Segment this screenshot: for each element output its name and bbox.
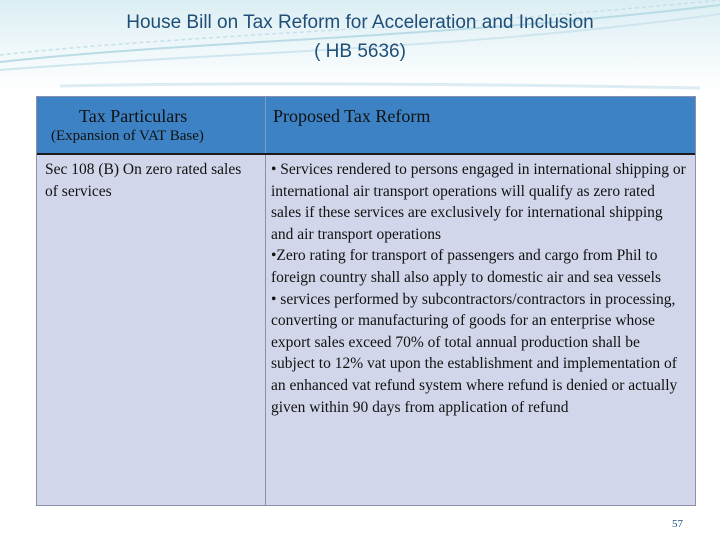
- header-column-divider: [265, 97, 266, 153]
- title-line-2: ( HB 5636): [314, 41, 406, 62]
- tax-reform-table: [36, 96, 696, 506]
- table-header: [37, 97, 695, 155]
- page-number: 57: [672, 518, 683, 530]
- header-expansion-vat-base: (Expansion of VAT Base): [51, 128, 204, 144]
- column-divider: [265, 155, 266, 505]
- header-proposed-tax-reform: Proposed Tax Reform: [273, 106, 431, 126]
- table-cell-particular: Sec 108 (B) On zero rated sales of services: [45, 161, 242, 200]
- title-line-1: House Bill on Tax Reform for Acceleration and Inclusion: [126, 12, 594, 33]
- reform-point: • Services rendered to persons engaged in international shipping or international air transport operations will qualify as zero rated sales if these services are exclusively for international shipping and air transport operations: [271, 161, 686, 243]
- reform-point: • services performed by subcontractors/contractors in processing, converting or manufacturing of goods for an enterprise whose export sales exceed 70% of total annual production shall be subject to 12% vat upon the establishment and implementation of an enhanced vat refund system where refund is denied or actually given within 90 days from application of refund: [271, 290, 678, 416]
- reform-point: •Zero rating for transport of passengers and cargo from Phil to foreign country shall also apply to domestic air and sea vessels: [271, 247, 661, 286]
- header-tax-particulars: Tax Particulars: [79, 106, 188, 126]
- table-cell-reform: [271, 159, 687, 418]
- slide-title: [0, 8, 720, 66]
